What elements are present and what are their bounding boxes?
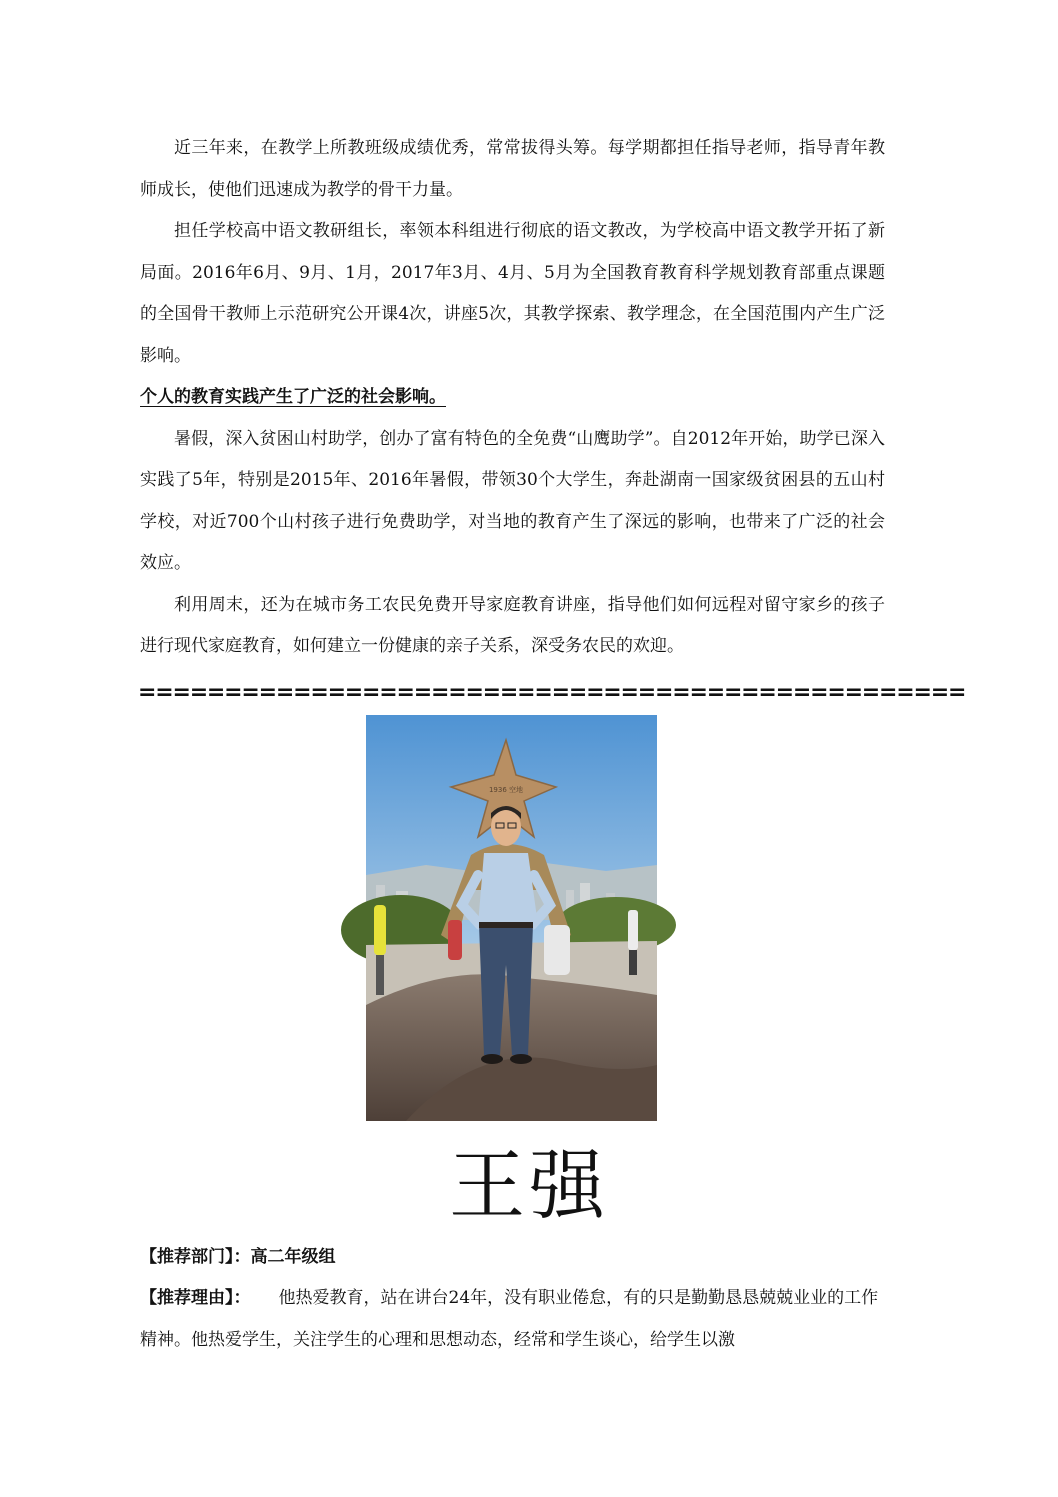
department-label: 【推荐部门】： <box>140 1247 251 1267</box>
reason-text: 他热爱教育，站在讲台24年，没有职业倦怠，有的只是勤勤恳恳兢兢业业的工作精神。他热爱学生，关注学生的心理和思想动态，经常和学生谈心，给学生以激 <box>140 1288 879 1350</box>
portrait-photo <box>366 715 657 1121</box>
paragraph: 暑假，深入贫困山村助学，创办了富有特色的全免费“山鹰助学”。自2012年开始，助学已深入实践了5年，特别是2015年、2016年暑假，带领30个大学生，奔赴湖南一国家级贫困县的五山村学校，对近700个山村孩子进行免费助学，对当地的教育产生了深远的影响，也带来了广泛的社会效应。 <box>140 428 885 573</box>
document-body <box>138 128 966 705</box>
paragraph: 利用周末，还为在城市务工农民免费开导家庭教育讲座，指导他们如何远程对留守家乡的孩子进行现代家庭教育，如何建立一份健康的亲子关系，深受务农民的欢迎。 <box>140 594 885 656</box>
sculpture-inscription: 1936 空地 <box>488 786 524 794</box>
paragraph: 担任学校高中语文教研组长，率领本科组进行彻底的语文教改，为学校高中语文教学开拓了新局面。2016年6月、9月、1月，2017年3月、4月、5月为全国教育教育科学规划教育部重点课题的全国骨干教师上示范研究公开课4次，讲座5次，其教学探索、教学理念，在全国范围内产生广泛影响。 <box>140 221 885 366</box>
recommend-reason <box>140 1278 885 1361</box>
paragraph: 近三年来，在教学上所教班级成绩优秀，常常拔得头筹。每学期都担任指导老师，指导青年教师成长，使他们迅速成为教学的骨干力量。 <box>140 138 885 200</box>
department-value: 高二年级组 <box>250 1247 336 1267</box>
recommend-department <box>140 1237 885 1279</box>
section-heading: 个人的教育实践产生了广泛的社会影响。 <box>140 387 446 407</box>
person-name: 王强 <box>449 1141 609 1230</box>
reason-label: 【推荐理由】： <box>140 1288 251 1308</box>
divider-line: ================================================ <box>138 679 966 705</box>
